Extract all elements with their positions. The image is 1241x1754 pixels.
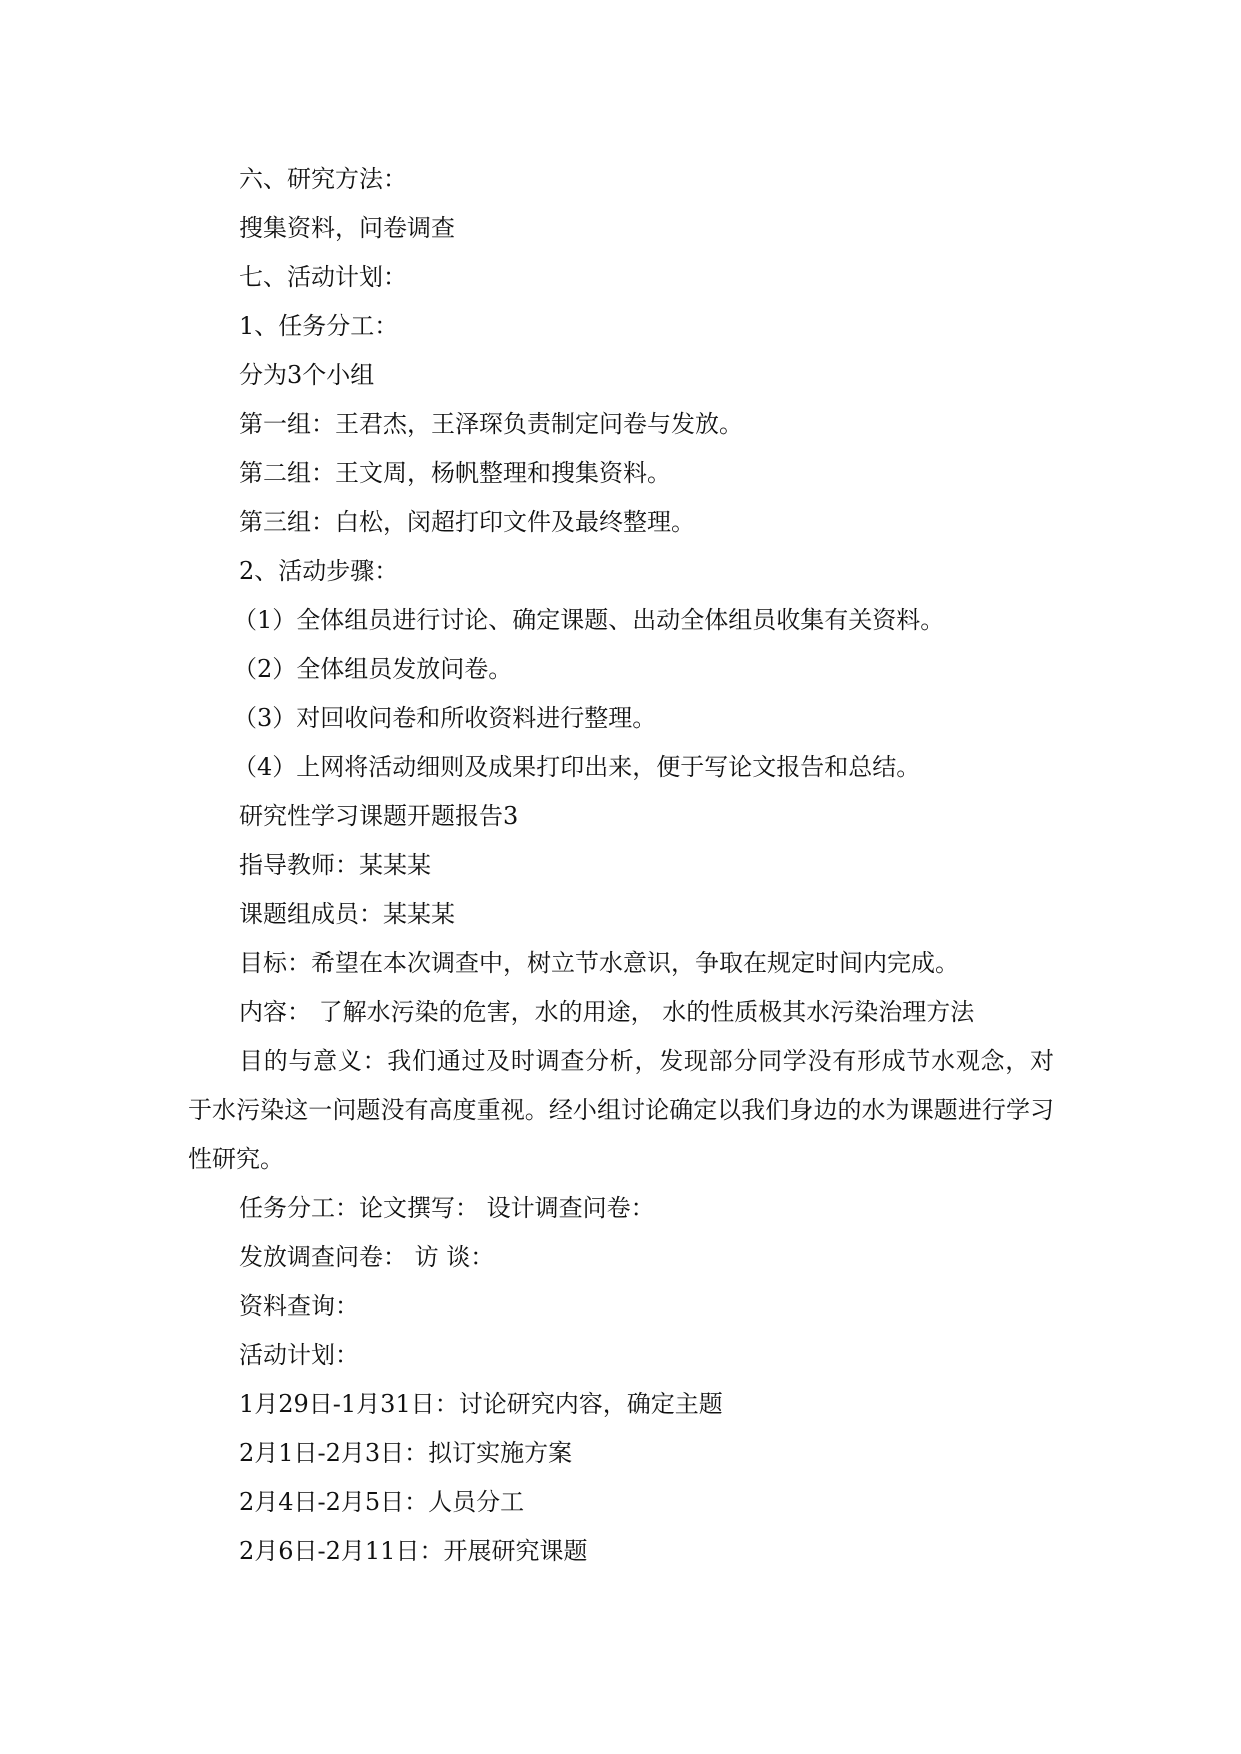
- task-division-line: 发放调查问卷： 访 谈：: [239, 1243, 495, 1271]
- document-body: [188, 155, 1054, 1576]
- schedule-line: 1月29日-1月31日：讨论研究内容，确定主题: [239, 1390, 723, 1418]
- paragraph: 搜集资料，问卷调查: [239, 214, 455, 242]
- advisor-line: 指导教师：某某某: [239, 851, 431, 879]
- group-line: 第三组：白松，闵超打印文件及最终整理。: [239, 508, 695, 536]
- group-line: 第二组：王文周，杨帆整理和搜集资料。: [239, 459, 671, 487]
- schedule-line: 2月6日-2月11日：开展研究课题: [239, 1537, 588, 1565]
- group-line: 第一组：王君杰，王泽琛负责制定问卷与发放。: [239, 410, 743, 438]
- step-line: （3）对回收问卷和所收资料进行整理。: [233, 704, 657, 732]
- step-line: （4）上网将活动细则及成果打印出来，便于写论文报告和总结。: [233, 753, 921, 781]
- task-division-line: 任务分工：论文撰写： 设计调查问卷：: [239, 1194, 655, 1222]
- task-division-line: 资料查询：: [239, 1292, 359, 1320]
- activity-plan-heading: 活动计划：: [239, 1341, 359, 1369]
- report-title: 研究性学习课题开题报告3: [239, 802, 519, 830]
- schedule-line: 2月1日-2月3日：拟订实施方案: [239, 1439, 573, 1467]
- subheading-task-division: 1、任务分工：: [239, 312, 399, 340]
- step-line: （2）全体组员发放问卷。: [233, 655, 513, 683]
- members-line: 课题组成员：某某某: [239, 900, 455, 928]
- step-line: （1）全体组员进行讨论、确定课题、出动全体组员收集有关资料。: [233, 606, 945, 634]
- section-heading-research-methods: 六、研究方法：: [239, 165, 407, 193]
- content-line: 内容： 了解水污染的危害，水的用途， 水的性质极其水污染治理方法: [239, 998, 975, 1026]
- subheading-activity-steps: 2、活动步骤：: [239, 557, 399, 585]
- schedule-line: 2月4日-2月5日：人员分工: [239, 1488, 525, 1516]
- goal-line: 目标：希望在本次调查中，树立节水意识，争取在规定时间内完成。: [239, 949, 959, 977]
- paragraph: 分为3个小组: [239, 361, 375, 389]
- section-heading-activity-plan: 七、活动计划：: [239, 263, 407, 291]
- purpose-paragraph: 目的与意义：我们通过及时调查分析，发现部分同学没有形成节水观念，对于水污染这一问题没有高度重视。经小组讨论确定以我们身边的水为课题进行学习性研究。: [188, 1047, 1054, 1173]
